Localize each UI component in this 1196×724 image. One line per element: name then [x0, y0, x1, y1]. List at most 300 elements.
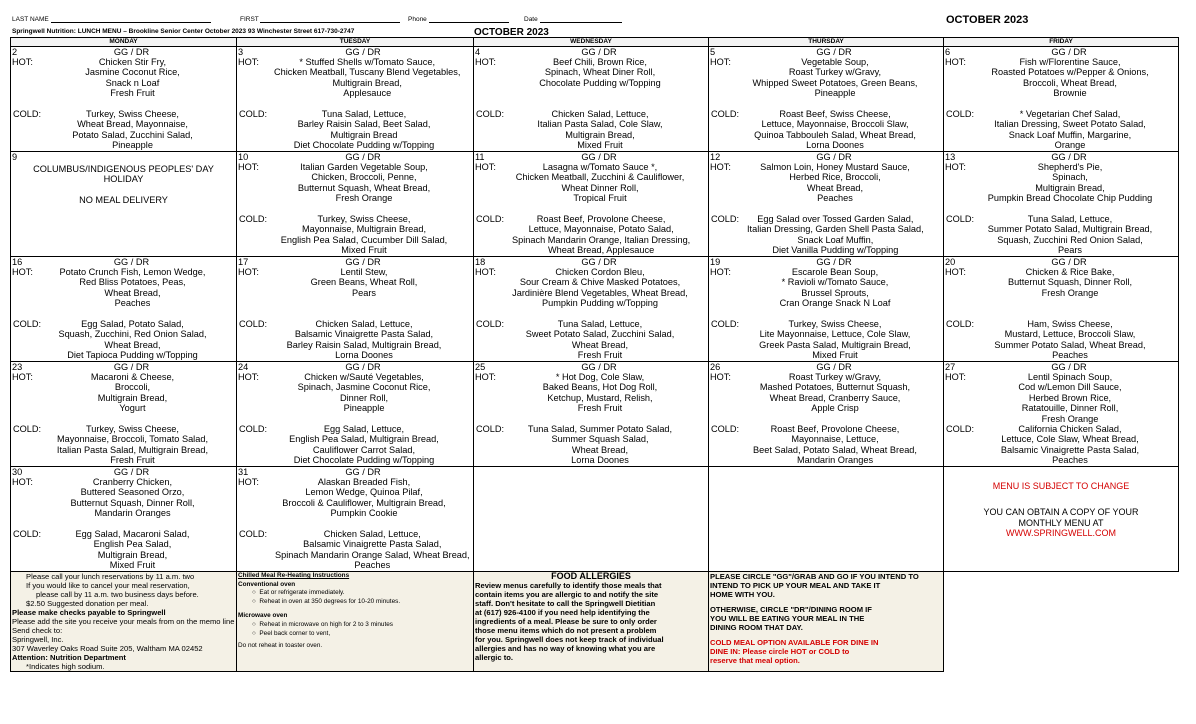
hot-label[interactable]: HOT:: [12, 477, 33, 487]
hot-label[interactable]: HOT:: [12, 267, 33, 277]
cold-menu-items: [512, 424, 706, 466]
weekday-header-row: [11, 38, 1179, 47]
date-line[interactable]: [540, 22, 622, 23]
menu-item: Fresh Fruit: [577, 350, 623, 361]
cold-meal[interactable]: [13, 424, 234, 466]
cold-meal[interactable]: [476, 109, 706, 151]
day-header: [238, 467, 472, 477]
food-allergies: [474, 572, 709, 672]
sodium-note: *Indicates high sodium.: [26, 662, 105, 671]
holiday-notice: [12, 164, 235, 206]
microwave-step-2: ○ Peel back corner to vent,: [252, 629, 331, 637]
menu-item: Chicken Salad, Lettuce,: [315, 319, 413, 329]
cold-meal[interactable]: [476, 319, 706, 361]
hot-meal[interactable]: [945, 267, 1177, 298]
menu-item: Mandarin Oranges: [796, 455, 874, 466]
cold-menu-items: [512, 319, 706, 361]
menu-item: Snack Loaf Muffin, Margarine,: [1008, 129, 1132, 140]
menu-item: Tuna Salad, Lettuce,: [321, 109, 407, 119]
hot-meal[interactable]: [710, 372, 942, 414]
menu-item: Chicken w/Sauté Vegetables,: [304, 372, 424, 382]
cold-label[interactable]: COLD:: [476, 214, 505, 224]
gg-dr-choice[interactable]: GG / DR: [816, 257, 852, 267]
org-name: Springwell, Inc.: [12, 635, 64, 644]
menu-item: Barley Raisin Salad, Beet Salad,: [297, 119, 431, 130]
date-field[interactable]: [524, 16, 622, 23]
menu-item: Butternut Squash, Wheat Bread,: [297, 182, 431, 193]
attention-line: Attention: Nutrition Department: [12, 653, 126, 662]
cold-menu-items: [49, 424, 234, 466]
day-header: [12, 257, 235, 267]
hot-label[interactable]: HOT:: [238, 477, 259, 487]
hot-label[interactable]: HOT:: [238, 267, 259, 277]
day-cell: [237, 362, 474, 467]
menu-item: Brownie: [1053, 88, 1087, 99]
day-header: [475, 362, 707, 372]
dr-instruction-line: YOU WILL BE EATING YOUR MEAL IN THE: [710, 614, 865, 623]
cold-menu-items: [747, 109, 941, 151]
menu-item: Lentil Spinach Soup,: [1027, 372, 1113, 382]
gg-instruction-line: HOME WITH YOU.: [710, 590, 775, 599]
hot-menu-items: [511, 372, 707, 414]
hot-menu-items: [274, 477, 472, 519]
hot-meal[interactable]: [238, 477, 472, 519]
cold-menu-items: [512, 214, 707, 256]
day-cell-content: [710, 47, 942, 151]
menu-item: Wheat Bread,: [104, 339, 161, 350]
cold-label[interactable]: COLD:: [239, 109, 268, 119]
cold-meal[interactable]: [946, 319, 1176, 361]
day-cell-content: [238, 257, 472, 361]
cold-label[interactable]: COLD:: [13, 319, 42, 329]
menu-item: Mixed Fruit: [812, 350, 858, 361]
cold-label[interactable]: COLD:: [239, 319, 268, 329]
menu-item: Roast Beef, Swiss Cheese,: [779, 109, 891, 119]
menu-item: Squash, Zucchini, Red Onion Salad,: [58, 329, 207, 340]
cold-label[interactable]: COLD:: [239, 214, 268, 224]
menu-item: Roast Turkey w/Gravy,: [788, 372, 882, 382]
menu-item: Brussel Sprouts,: [801, 287, 869, 298]
cold-meal[interactable]: [946, 214, 1176, 256]
cold-label[interactable]: COLD:: [711, 109, 740, 119]
hot-meal[interactable]: [710, 162, 942, 204]
hot-meal[interactable]: [945, 372, 1177, 424]
menu-item: Broccoli, Wheat Bread,: [1023, 77, 1117, 88]
cold-meal[interactable]: [946, 424, 1176, 466]
allergy-line: at (617) 926-4100 if you need help identifying the: [475, 608, 650, 617]
phone-field[interactable]: [408, 16, 509, 23]
month-title-right: OCTOBER 2023: [946, 14, 1029, 26]
menu-item: Ketchup, Mustard, Relish,: [547, 392, 653, 403]
hot-label[interactable]: HOT:: [945, 372, 966, 382]
menu-item: Chicken, Broccoli, Penne,: [311, 172, 417, 183]
menu-item: Fresh Fruit: [110, 88, 155, 99]
gg-dr-choice[interactable]: GG / DR: [1051, 362, 1087, 372]
day-cell: [474, 257, 709, 362]
cold-meal[interactable]: [13, 529, 234, 571]
menu-item: Wheat Bread,: [104, 287, 161, 298]
day-cell: [237, 152, 474, 257]
hot-label[interactable]: HOT:: [238, 372, 259, 382]
menu-item: Italian Pasta Salad, Cole Slaw,: [537, 119, 663, 130]
cold-meal[interactable]: [239, 109, 471, 151]
menu-item: Chicken Stir Fry,: [98, 57, 167, 67]
day-number: 10: [238, 152, 249, 162]
day-cell-content: [238, 47, 472, 151]
menu-item: Fresh Orange: [1041, 287, 1099, 298]
menu-item: Lettuce, Mayonnaise, Broccoli Slaw,: [761, 119, 909, 130]
day-number: 25: [475, 362, 486, 372]
holiday-line: COLUMBUS/INDIGENOUS PEOPLES' DAY: [33, 164, 214, 174]
day-number: 24: [238, 362, 249, 372]
day-cell-content: [945, 257, 1177, 361]
cold-meal[interactable]: [239, 529, 471, 571]
gg-dr-choice[interactable]: GG / DR: [345, 257, 381, 267]
menu-item: Greek Pasta Salad, Multigrain Bread,: [759, 339, 911, 350]
menu-item: Multigrain Bread,: [1035, 182, 1105, 193]
gg-dr-choice[interactable]: GG / DR: [816, 362, 852, 372]
cold-label[interactable]: COLD:: [711, 424, 740, 434]
hot-menu-items: [511, 162, 707, 204]
cold-menu-items: [982, 424, 1176, 466]
cold-label[interactable]: COLD:: [239, 529, 268, 539]
week-row: [11, 257, 1179, 362]
day-number: 27: [945, 362, 956, 372]
hot-meal[interactable]: [238, 267, 472, 298]
allergy-line: Review menus carefully to identify those meals that: [475, 581, 662, 590]
cold-label[interactable]: COLD:: [476, 424, 505, 434]
menu-item: Chicken & Rice Bake,: [1025, 267, 1115, 277]
menu-item: Apple Crisp: [811, 403, 859, 414]
gg-dr-choice[interactable]: GG / DR: [113, 362, 150, 372]
menu-item: Multigrain Bread,: [97, 549, 168, 560]
hot-meal[interactable]: [710, 57, 942, 99]
gg-dr-choice[interactable]: GG / DR: [581, 362, 617, 372]
hot-label[interactable]: HOT:: [710, 267, 731, 277]
menu-item: Escarole Bean Soup,: [791, 267, 879, 277]
cold-label[interactable]: COLD:: [13, 109, 42, 119]
day-cell: [709, 362, 944, 467]
hot-label[interactable]: HOT:: [238, 162, 259, 172]
conventional-oven-heading: Conventional oven: [238, 580, 296, 588]
hot-label[interactable]: HOT:: [238, 57, 259, 67]
menu-calendar: [10, 37, 1179, 672]
menu-subtitle: Springwell Nutrition: LUNCH MENU – Brookline Senior Center October 2023 93 Winchester Street 617-730-2747: [12, 28, 355, 35]
day-number: 4: [475, 47, 481, 57]
cold-option-line: reserve that meal option.: [710, 656, 800, 665]
gg-dr-choice[interactable]: GG / DR: [816, 152, 852, 162]
hot-meal[interactable]: [12, 477, 235, 519]
day-number: 17: [238, 257, 249, 267]
gg-dr-choice[interactable]: GG / DR: [345, 152, 381, 162]
cold-meal[interactable]: [476, 214, 706, 256]
menu-item: Quinoa Tabbouleh Salad, Wheat Bread,: [754, 129, 916, 140]
week-row: [11, 467, 1179, 572]
gg-dr-choice[interactable]: GG / DR: [113, 257, 150, 267]
first-name-line[interactable]: [260, 22, 400, 23]
hot-label[interactable]: HOT:: [12, 57, 33, 67]
weekday-thursday: THURSDAY: [709, 38, 944, 47]
day-cell-content: [475, 257, 707, 361]
cold-label[interactable]: COLD:: [13, 424, 42, 434]
menu-item: Jardinière Blend Vegetables, Wheat Bread,: [512, 287, 688, 298]
menu-item: Snack Loaf Muffin,: [797, 234, 874, 245]
menu-item: Broccoli,: [114, 382, 151, 393]
day-number: 12: [710, 152, 721, 162]
day-cell: [944, 362, 1179, 467]
menu-item: Tuna Salad, Summer Potato Salad,: [527, 424, 673, 434]
hot-meal[interactable]: [238, 372, 472, 414]
menu-item: Ratatouille, Dinner Roll,: [1021, 403, 1119, 414]
menu-item: Diet Chocolate Pudding w/Topping: [293, 140, 435, 151]
week-row: [11, 47, 1179, 152]
menu-item: Summer Squash Salad,: [551, 434, 649, 445]
copy-notice: MONTHLY MENU AT: [1018, 517, 1104, 528]
hot-meal[interactable]: [710, 267, 942, 309]
hot-label[interactable]: HOT:: [710, 162, 731, 172]
allergy-line: contain items you are allergic to and notify the site: [475, 590, 659, 599]
menu-item: Orange: [1054, 140, 1086, 151]
hot-label[interactable]: HOT:: [945, 267, 966, 277]
menu-item: Ham, Swiss Cheese,: [1027, 319, 1113, 329]
menu-item: Baked Beans, Hot Dog Roll,: [542, 382, 658, 393]
phone-line[interactable]: [429, 22, 509, 23]
hot-label[interactable]: HOT:: [475, 57, 496, 67]
gg-dr-choice[interactable]: GG / DR: [1051, 47, 1087, 57]
gg-dr-choice[interactable]: GG / DR: [113, 47, 150, 57]
hot-label[interactable]: HOT:: [475, 267, 496, 277]
day-cell-content: [12, 257, 235, 361]
hot-menu-items: [274, 372, 472, 414]
day-cell-content: [945, 152, 1177, 256]
cold-menu-items: [747, 424, 941, 466]
gg-dr-choice[interactable]: GG / DR: [345, 467, 381, 477]
menu-item: Pineapple: [343, 403, 385, 414]
menu-item: Turkey, Swiss Cheese,: [317, 214, 411, 224]
cold-label[interactable]: COLD:: [711, 319, 740, 329]
hot-label[interactable]: HOT:: [12, 372, 33, 382]
day-number: 3: [238, 47, 244, 57]
day-cell-content: [475, 362, 707, 466]
cold-meal[interactable]: [711, 424, 941, 466]
menu-item: Diet Chocolate Pudding w/Topping: [293, 455, 435, 466]
springwell-link[interactable]: WWW.SPRINGWELL.COM: [1006, 528, 1116, 539]
gg-dr-choice[interactable]: GG / DR: [345, 362, 381, 372]
hot-label[interactable]: HOT:: [475, 162, 496, 172]
menu-item: Lasagna w/Tomato Sauce *,: [542, 162, 658, 172]
menu-item: Summer Potato Salad, Multigrain Bread,: [987, 224, 1153, 235]
donation-note: $2.50 Suggested donation per meal.: [26, 599, 149, 608]
menu-item: California Chicken Salad,: [1018, 424, 1122, 434]
menu-item: Multigrain Bread,: [97, 392, 168, 403]
hot-meal[interactable]: [238, 57, 472, 99]
menu-item: Green Beans, Wheat Roll,: [310, 277, 418, 288]
menu-item: Mandarin Oranges: [94, 508, 171, 519]
cold-option-line: COLD MEAL OPTION AVAILABLE FOR DINE IN: [710, 638, 879, 647]
gg-dr-choice[interactable]: GG / DR: [345, 47, 381, 57]
day-header: [12, 47, 235, 57]
hot-meal[interactable]: [12, 267, 235, 309]
cold-menu-items: [49, 319, 234, 361]
menu-item: Multigrain Bread,: [565, 129, 635, 140]
day-cell-content: [12, 362, 235, 466]
hot-meal[interactable]: [238, 162, 472, 204]
day-number: 16: [12, 257, 23, 267]
menu-item: Diet Tapioca Pudding w/Topping: [67, 350, 198, 361]
menu-item: Potato Salad, Zucchini Salad,: [72, 129, 193, 140]
menu-item: Mayonnaise, Broccoli, Tomato Salad,: [57, 434, 208, 445]
cold-label[interactable]: COLD:: [711, 214, 740, 224]
day-header: [945, 152, 1177, 162]
cold-meal[interactable]: [13, 319, 234, 361]
cold-label[interactable]: COLD:: [239, 424, 268, 434]
day-header: [12, 467, 235, 477]
day-cell: [474, 362, 709, 467]
menu-item: Spinach Mandarin Orange Salad, Wheat Bread,: [275, 549, 470, 560]
day-header: [710, 152, 942, 162]
last-name-label: LAST NAME: [12, 16, 49, 23]
first-name-field[interactable]: [240, 16, 400, 23]
day-cell: [11, 362, 237, 467]
hot-meal[interactable]: [12, 57, 235, 99]
hot-meal[interactable]: [12, 372, 235, 414]
cold-meal[interactable]: [239, 424, 471, 466]
menu-item: Lettuce, Mayonnaise, Potato Salad,: [528, 224, 674, 235]
hot-meal[interactable]: [945, 57, 1177, 99]
menu-item: Italian Dressing, Sweet Potato Salad,: [994, 119, 1146, 130]
day-cell: [944, 152, 1179, 257]
cold-label[interactable]: COLD:: [946, 214, 975, 224]
month-title-center: OCTOBER 2023: [474, 27, 549, 38]
hot-meal[interactable]: [475, 372, 707, 414]
menu-item: Wheat Bread, Applesauce: [548, 245, 655, 256]
hot-meal[interactable]: [475, 267, 707, 309]
cold-meal[interactable]: [946, 109, 1176, 151]
gg-dr-instructions: [709, 572, 944, 672]
day-number: 20: [945, 257, 956, 267]
menu-item: Sweet Potato Salad, Zucchini Salad,: [525, 329, 675, 340]
menu-item: Roast Turkey w/Gravy,: [788, 67, 882, 78]
hot-label[interactable]: HOT:: [710, 372, 731, 382]
menu-item: Egg Salad over Tossed Garden Salad,: [757, 214, 914, 224]
menu-item: Mixed Fruit: [341, 245, 387, 256]
gg-dr-choice[interactable]: GG / DR: [816, 47, 852, 57]
menu-item: Cran Orange Snack N Loaf: [779, 298, 891, 309]
hot-meal[interactable]: [945, 162, 1177, 204]
menu-item: Multigrain Bread,: [332, 77, 402, 88]
gg-dr-choice[interactable]: GG / DR: [581, 152, 617, 162]
hot-menu-items: [511, 57, 707, 88]
gg-dr-choice[interactable]: GG / DR: [1051, 257, 1087, 267]
first-name-label: FIRST: [240, 16, 259, 23]
day-number: 5: [710, 47, 716, 57]
menu-item: Italian Garden Vegetable Soup,: [300, 162, 428, 172]
hot-label[interactable]: HOT:: [475, 372, 496, 382]
hot-meal[interactable]: [475, 162, 707, 204]
day-cell-content: [12, 467, 235, 571]
menu-item: Mustard, Lettuce, Broccoli Slaw,: [1004, 329, 1136, 340]
cold-meal[interactable]: [476, 424, 706, 466]
cold-label[interactable]: COLD:: [946, 319, 975, 329]
last-name-line[interactable]: [51, 22, 211, 23]
hot-menu-items: [48, 57, 235, 99]
menu-item: Macaroni & Cheese,: [90, 372, 175, 382]
menu-item: Beet Salad, Potato Salad, Wheat Bread,: [753, 444, 917, 455]
menu-item: Cauliflower Carrot Salad,: [312, 444, 416, 455]
gg-dr-choice[interactable]: GG / DR: [113, 467, 150, 477]
allergy-line: for you. Springwell does not keep track of individual: [475, 635, 664, 644]
day-cell: [944, 47, 1179, 152]
menu-item: Egg Salad, Potato Salad,: [81, 319, 184, 329]
reheating-instructions: [237, 572, 474, 672]
hot-label[interactable]: HOT:: [710, 57, 731, 67]
hot-label[interactable]: HOT:: [945, 162, 966, 172]
menu-item: English Pea Salad, Cucumber Dill Salad,: [280, 234, 448, 245]
cancel-note-cont: please call by 11 a.m. two business days before.: [36, 590, 199, 599]
day-cell: [944, 467, 1179, 572]
cold-menu-items: [982, 319, 1176, 361]
day-cell: [709, 257, 944, 362]
menu-item: Spinach, Wheat Diner Roll,: [544, 67, 656, 78]
day-number: 6: [945, 47, 951, 57]
menu-item: Diet Vanilla Pudding w/Topping: [772, 245, 899, 256]
hot-menu-items: [981, 267, 1177, 298]
cold-meal[interactable]: [239, 214, 471, 256]
cold-meal[interactable]: [239, 319, 471, 361]
cold-label[interactable]: COLD:: [13, 529, 42, 539]
gg-dr-choice[interactable]: GG / DR: [1051, 152, 1087, 162]
copy-notice: YOU CAN OBTAIN A COPY OF YOUR: [983, 507, 1139, 518]
day-number: 19: [710, 257, 721, 267]
cold-meal[interactable]: [711, 214, 941, 256]
menu-item: Egg Salad, Macaroni Salad,: [75, 529, 190, 539]
date-label: Date: [524, 16, 538, 23]
menu-item: Pears: [1057, 245, 1082, 256]
hot-label[interactable]: HOT:: [945, 57, 966, 67]
gg-dr-choice[interactable]: GG / DR: [581, 47, 617, 57]
day-cell: [709, 47, 944, 152]
day-header: [945, 47, 1177, 57]
org-address: 307 Waverley Oaks Road Suite 205, Waltham MA 02452: [12, 644, 203, 653]
cold-menu-items: [982, 214, 1176, 256]
cold-meal[interactable]: [711, 109, 941, 151]
cold-label[interactable]: COLD:: [946, 424, 975, 434]
menu-item: Summer Potato Salad, Wheat Bread,: [994, 339, 1146, 350]
gg-dr-choice[interactable]: GG / DR: [581, 257, 617, 267]
weekday-monday: MONDAY: [11, 38, 237, 47]
last-name-field[interactable]: [12, 16, 211, 23]
menu-item: Pumpkin Bread Chocolate Chip Pudding: [987, 193, 1153, 204]
hot-menu-items: [981, 372, 1177, 424]
cold-meal[interactable]: [13, 109, 234, 151]
cold-label[interactable]: COLD:: [476, 109, 505, 119]
cold-label[interactable]: COLD:: [946, 109, 975, 119]
menu-item: Lentil Stew,: [340, 267, 388, 277]
menu-item: Roast Beef, Provolone Cheese,: [770, 424, 900, 434]
menu-item: Pears: [351, 287, 376, 298]
menu-item: Roasted Potatoes w/Pepper & Onions,: [991, 67, 1149, 78]
hot-meal[interactable]: [475, 57, 707, 88]
day-cell: [11, 467, 237, 572]
day-cell: [474, 152, 709, 257]
day-cell-content: [945, 467, 1177, 571]
menu-item: Vegetable Soup,: [801, 57, 869, 67]
cold-meal[interactable]: [711, 319, 941, 361]
cold-label[interactable]: COLD:: [476, 319, 505, 329]
day-cell-content: [945, 362, 1177, 466]
day-cell: [237, 47, 474, 152]
menu-item: Fresh Orange: [335, 193, 393, 204]
